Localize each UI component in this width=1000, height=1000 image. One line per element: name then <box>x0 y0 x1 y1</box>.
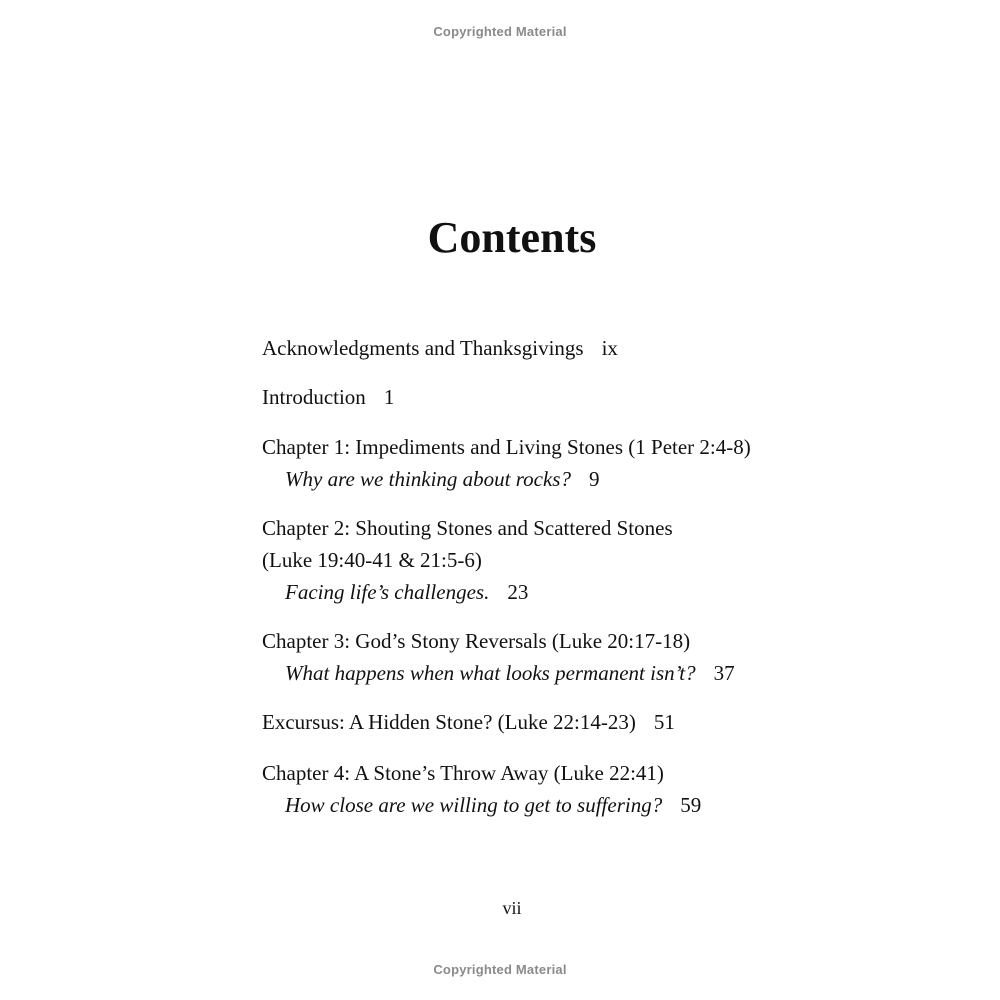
toc-entry-subtitle: What happens when what looks permanent isn’t? <box>285 661 696 685</box>
toc-entry-title-continued: (Luke 19:40-41 & 21:5-6) <box>262 548 482 572</box>
toc-entry-title: Chapter 1: Impediments and Living Stones (1 Peter 2:4-8) <box>262 435 751 459</box>
toc-entry-title: Chapter 2: Shouting Stones and Scattered Stones <box>262 516 673 540</box>
toc-entry-chapter-3-subtitle <box>285 660 735 686</box>
toc-entry-acknowledgments <box>262 335 618 361</box>
copyright-watermark-top: Copyrighted Material <box>433 24 567 39</box>
toc-entry-chapter-1 <box>262 434 751 460</box>
toc-entry-chapter-2-line2 <box>262 547 482 573</box>
toc-entry-chapter-1-subtitle <box>285 466 599 492</box>
toc-page-number: 51 <box>653 710 675 734</box>
toc-entry-chapter-4-subtitle <box>285 792 701 818</box>
toc-entry-subtitle: How close are we willing to get to suffering? <box>285 793 663 817</box>
toc-entry-introduction <box>262 384 394 410</box>
toc-entry-title: Chapter 3: God’s Stony Reversals (Luke 20:17-18) <box>262 629 691 653</box>
page-folio-number: vii <box>502 898 522 918</box>
toc-page-number: 59 <box>680 793 702 817</box>
page-title: Contents <box>427 213 597 262</box>
toc-entry-chapter-2 <box>262 515 673 541</box>
toc-page-number: 9 <box>588 467 600 491</box>
toc-entry-chapter-3 <box>262 628 690 654</box>
toc-entry-title: Introduction <box>262 385 366 409</box>
toc-entry-excursus <box>262 709 675 735</box>
toc-entry-title: Chapter 4: A Stone’s Throw Away (Luke 22:41) <box>262 761 664 785</box>
toc-page-number: 1 <box>383 385 395 409</box>
toc-page-number: ix <box>601 336 618 360</box>
toc-page-number: 23 <box>507 580 529 604</box>
toc-entry-subtitle: Facing life’s challenges. <box>285 580 490 604</box>
toc-entry-title: Acknowledgments and Thanksgivings <box>262 336 584 360</box>
toc-page-number: 37 <box>713 661 735 685</box>
toc-entry-chapter-2-subtitle <box>285 579 528 605</box>
toc-entry-subtitle: Why are we thinking about rocks? <box>285 467 571 491</box>
toc-entry-chapter-4 <box>262 760 664 786</box>
copyright-watermark-bottom: Copyrighted Material <box>433 962 567 977</box>
toc-entry-title: Excursus: A Hidden Stone? (Luke 22:14-23) <box>262 710 636 734</box>
